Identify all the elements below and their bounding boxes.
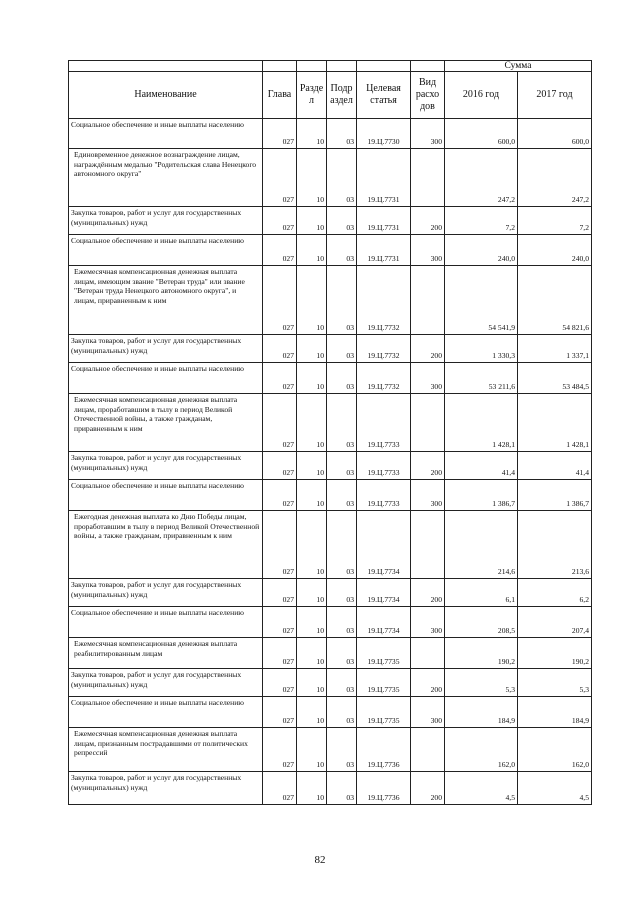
table-row	[69, 669, 592, 697]
table-row	[69, 728, 592, 772]
row-year-2017-cell: 7,2	[518, 207, 592, 235]
row-section-cell: 10	[297, 607, 327, 638]
row-expense-type-cell	[411, 638, 445, 669]
row-subsection-cell: 03	[327, 207, 357, 235]
row-year-2016-cell: 41,4	[445, 452, 518, 480]
row-article-cell: 19.Ц.7736	[357, 772, 411, 805]
row-article-cell: 19.Ц.7734	[357, 607, 411, 638]
row-article-cell: 19.Ц.7734	[357, 511, 411, 579]
row-name-cell: Закупка товаров, работ и услуг для государственных (муниципальных) нужд	[69, 335, 263, 363]
row-section-cell: 10	[297, 772, 327, 805]
row-subsection-cell: 03	[327, 607, 357, 638]
row-expense-type-cell: 200	[411, 579, 445, 607]
row-article-cell: 19.Ц.7732	[357, 335, 411, 363]
row-expense-type-cell: 300	[411, 480, 445, 511]
row-year-2017-cell: 247,2	[518, 149, 592, 207]
row-subsection-cell: 03	[327, 579, 357, 607]
row-year-2016-cell: 162,0	[445, 728, 518, 772]
chapter-column-header: Глава	[263, 72, 297, 119]
row-section-cell: 10	[297, 579, 327, 607]
row-subsection-cell: 03	[327, 728, 357, 772]
row-name-cell: Ежемесячная компенсационная денежная выплата лицам, проработавшим в тылу в период Великой Отечественной войны, а также гражданам, приравненным к ним	[69, 394, 263, 452]
row-year-2017-cell: 53 484,5	[518, 363, 592, 394]
row-section-cell: 10	[297, 119, 327, 149]
row-year-2016-cell: 184,9	[445, 697, 518, 728]
row-chapter-cell: 027	[263, 119, 297, 149]
row-year-2016-cell: 7,2	[445, 207, 518, 235]
row-chapter-cell: 027	[263, 149, 297, 207]
table-row	[69, 119, 592, 149]
row-year-2016-cell: 190,2	[445, 638, 518, 669]
row-subsection-cell: 03	[327, 452, 357, 480]
row-chapter-cell: 027	[263, 207, 297, 235]
row-article-cell: 19.Ц.7733	[357, 480, 411, 511]
section-column-header: Разде л	[297, 72, 327, 119]
row-subsection-cell: 03	[327, 394, 357, 452]
row-chapter-cell: 027	[263, 607, 297, 638]
row-year-2017-cell: 4,5	[518, 772, 592, 805]
row-name-cell: Ежемесячная компенсационная денежная выплата лицам, имеющим звание "Ветеран труда" или звание "Ветеран труда Ненецкого автономного округа", и лицам, приравненным к ним	[69, 266, 263, 335]
row-chapter-cell: 027	[263, 480, 297, 511]
row-section-cell: 10	[297, 335, 327, 363]
row-chapter-cell: 027	[263, 579, 297, 607]
row-section-cell: 10	[297, 728, 327, 772]
row-article-cell: 19.Ц.7731	[357, 207, 411, 235]
row-subsection-cell: 03	[327, 638, 357, 669]
row-chapter-cell: 027	[263, 511, 297, 579]
row-article-cell: 19.Ц.7734	[357, 579, 411, 607]
row-chapter-cell: 027	[263, 669, 297, 697]
row-section-cell: 10	[297, 669, 327, 697]
row-chapter-cell: 027	[263, 638, 297, 669]
table-row	[69, 511, 592, 579]
row-article-cell: 19.Ц.7732	[357, 266, 411, 335]
row-expense-type-cell: 200	[411, 669, 445, 697]
row-section-cell: 10	[297, 480, 327, 511]
table-row	[69, 638, 592, 669]
row-expense-type-cell	[411, 511, 445, 579]
subsection-column-header: Подр аздел	[327, 72, 357, 119]
row-name-cell: Закупка товаров, работ и услуг для государственных (муниципальных) нужд	[69, 772, 263, 805]
row-subsection-cell: 03	[327, 149, 357, 207]
row-expense-type-cell: 300	[411, 119, 445, 149]
row-expense-type-cell	[411, 394, 445, 452]
row-chapter-cell: 027	[263, 335, 297, 363]
row-section-cell: 10	[297, 266, 327, 335]
row-year-2017-cell: 54 821,6	[518, 266, 592, 335]
expense-type-column-header: Вид расхо дов	[411, 72, 445, 119]
row-year-2016-cell: 1 428,1	[445, 394, 518, 452]
row-year-2016-cell: 214,6	[445, 511, 518, 579]
row-expense-type-cell	[411, 728, 445, 772]
row-section-cell: 10	[297, 511, 327, 579]
row-name-cell: Закупка товаров, работ и услуг для государственных (муниципальных) нужд	[69, 669, 263, 697]
table-row	[69, 579, 592, 607]
name-column-header: Наименование	[69, 72, 263, 119]
table-row	[69, 607, 592, 638]
row-article-cell: 19.Ц.7733	[357, 452, 411, 480]
row-chapter-cell: 027	[263, 235, 297, 266]
row-year-2016-cell: 54 541,9	[445, 266, 518, 335]
row-subsection-cell: 03	[327, 772, 357, 805]
table-row	[69, 149, 592, 207]
row-article-cell: 19.Ц.7736	[357, 728, 411, 772]
budget-table	[68, 60, 592, 805]
table-row	[69, 480, 592, 511]
year-2016-column-header: 2016 год	[445, 72, 518, 119]
row-name-cell: Социальное обеспечение и иные выплаты населению	[69, 607, 263, 638]
sum-header: Сумма	[445, 61, 592, 72]
row-subsection-cell: 03	[327, 119, 357, 149]
row-section-cell: 10	[297, 452, 327, 480]
row-year-2016-cell: 1 330,3	[445, 335, 518, 363]
row-chapter-cell: 027	[263, 772, 297, 805]
row-expense-type-cell	[411, 149, 445, 207]
table-row	[69, 335, 592, 363]
row-section-cell: 10	[297, 363, 327, 394]
row-chapter-cell: 027	[263, 394, 297, 452]
row-section-cell: 10	[297, 149, 327, 207]
year-2017-column-header: 2017 год	[518, 72, 592, 119]
row-section-cell: 10	[297, 394, 327, 452]
row-article-cell: 19.Ц.7731	[357, 235, 411, 266]
row-section-cell: 10	[297, 235, 327, 266]
header-top-row	[69, 61, 592, 72]
row-expense-type-cell: 200	[411, 207, 445, 235]
row-year-2017-cell: 162,0	[518, 728, 592, 772]
row-year-2017-cell: 600,0	[518, 119, 592, 149]
row-expense-type-cell: 300	[411, 235, 445, 266]
row-year-2016-cell: 240,0	[445, 235, 518, 266]
table-row	[69, 207, 592, 235]
row-year-2017-cell: 207,4	[518, 607, 592, 638]
row-year-2017-cell: 1 337,1	[518, 335, 592, 363]
target-article-column-header: Целевая статья	[357, 72, 411, 119]
row-article-cell: 19.Ц.7735	[357, 697, 411, 728]
row-subsection-cell: 03	[327, 363, 357, 394]
row-chapter-cell: 027	[263, 363, 297, 394]
table-row	[69, 363, 592, 394]
row-chapter-cell: 027	[263, 728, 297, 772]
row-year-2017-cell: 41,4	[518, 452, 592, 480]
row-name-cell: Ежемесячная компенсационная денежная выплата лицам, признанным пострадавшими от политических репрессий	[69, 728, 263, 772]
row-name-cell: Закупка товаров, работ и услуг для государственных (муниципальных) нужд	[69, 579, 263, 607]
table-body	[69, 119, 592, 805]
row-section-cell: 10	[297, 697, 327, 728]
row-subsection-cell: 03	[327, 266, 357, 335]
row-name-cell: Закупка товаров, работ и услуг для государственных (муниципальных) нужд	[69, 452, 263, 480]
row-expense-type-cell: 300	[411, 607, 445, 638]
row-expense-type-cell: 200	[411, 452, 445, 480]
header-row	[69, 72, 592, 119]
row-subsection-cell: 03	[327, 697, 357, 728]
table-row	[69, 452, 592, 480]
row-year-2017-cell: 5,3	[518, 669, 592, 697]
row-year-2017-cell: 213,6	[518, 511, 592, 579]
table-row	[69, 697, 592, 728]
row-year-2016-cell: 1 386,7	[445, 480, 518, 511]
row-year-2017-cell: 184,9	[518, 697, 592, 728]
row-year-2016-cell: 6,1	[445, 579, 518, 607]
row-name-cell: Социальное обеспечение и иные выплаты населению	[69, 235, 263, 266]
row-name-cell: Социальное обеспечение и иные выплаты населению	[69, 480, 263, 511]
row-subsection-cell: 03	[327, 511, 357, 579]
row-expense-type-cell: 300	[411, 697, 445, 728]
table-row	[69, 235, 592, 266]
row-year-2016-cell: 5,3	[445, 669, 518, 697]
row-year-2017-cell: 1 428,1	[518, 394, 592, 452]
row-article-cell: 19.Ц.7733	[357, 394, 411, 452]
row-expense-type-cell: 300	[411, 363, 445, 394]
row-chapter-cell: 027	[263, 452, 297, 480]
row-name-cell: Социальное обеспечение и иные выплаты населению	[69, 697, 263, 728]
row-expense-type-cell	[411, 266, 445, 335]
row-article-cell: 19.Ц.7730	[357, 119, 411, 149]
row-section-cell: 10	[297, 638, 327, 669]
row-subsection-cell: 03	[327, 235, 357, 266]
row-name-cell: Социальное обеспечение и иные выплаты населению	[69, 363, 263, 394]
row-chapter-cell: 027	[263, 266, 297, 335]
row-year-2017-cell: 6,2	[518, 579, 592, 607]
row-year-2016-cell: 247,2	[445, 149, 518, 207]
row-subsection-cell: 03	[327, 480, 357, 511]
row-article-cell: 19.Ц.7732	[357, 363, 411, 394]
row-name-cell: Ежемесячная компенсационная денежная выплата реабилитированным лицам	[69, 638, 263, 669]
row-article-cell: 19.Ц.7731	[357, 149, 411, 207]
row-year-2017-cell: 240,0	[518, 235, 592, 266]
row-name-cell: Закупка товаров, работ и услуг для государственных (муниципальных) нужд	[69, 207, 263, 235]
row-year-2017-cell: 1 386,7	[518, 480, 592, 511]
row-expense-type-cell: 200	[411, 335, 445, 363]
row-name-cell: Единовременное денежное вознаграждение лицам, награждённым медалью "Родительская слава Ненецкого автономного округа"	[69, 149, 263, 207]
row-year-2016-cell: 4,5	[445, 772, 518, 805]
row-name-cell: Ежегодная денежная выплата ко Дню Победы лицам, проработавшим в тылу в период Великой Отечественной войны, а также гражданам, приравненным к ним	[69, 511, 263, 579]
row-year-2016-cell: 208,5	[445, 607, 518, 638]
row-expense-type-cell: 200	[411, 772, 445, 805]
row-subsection-cell: 03	[327, 669, 357, 697]
page-number: 82	[314, 854, 326, 866]
row-chapter-cell: 027	[263, 697, 297, 728]
row-article-cell: 19.Ц.7735	[357, 669, 411, 697]
row-year-2016-cell: 600,0	[445, 119, 518, 149]
row-year-2017-cell: 190,2	[518, 638, 592, 669]
row-article-cell: 19.Ц.7735	[357, 638, 411, 669]
table-row	[69, 394, 592, 452]
row-name-cell: Социальное обеспечение и иные выплаты населению	[69, 119, 263, 149]
row-subsection-cell: 03	[327, 335, 357, 363]
table-row	[69, 266, 592, 335]
row-year-2016-cell: 53 211,6	[445, 363, 518, 394]
table-row	[69, 772, 592, 805]
row-section-cell: 10	[297, 207, 327, 235]
